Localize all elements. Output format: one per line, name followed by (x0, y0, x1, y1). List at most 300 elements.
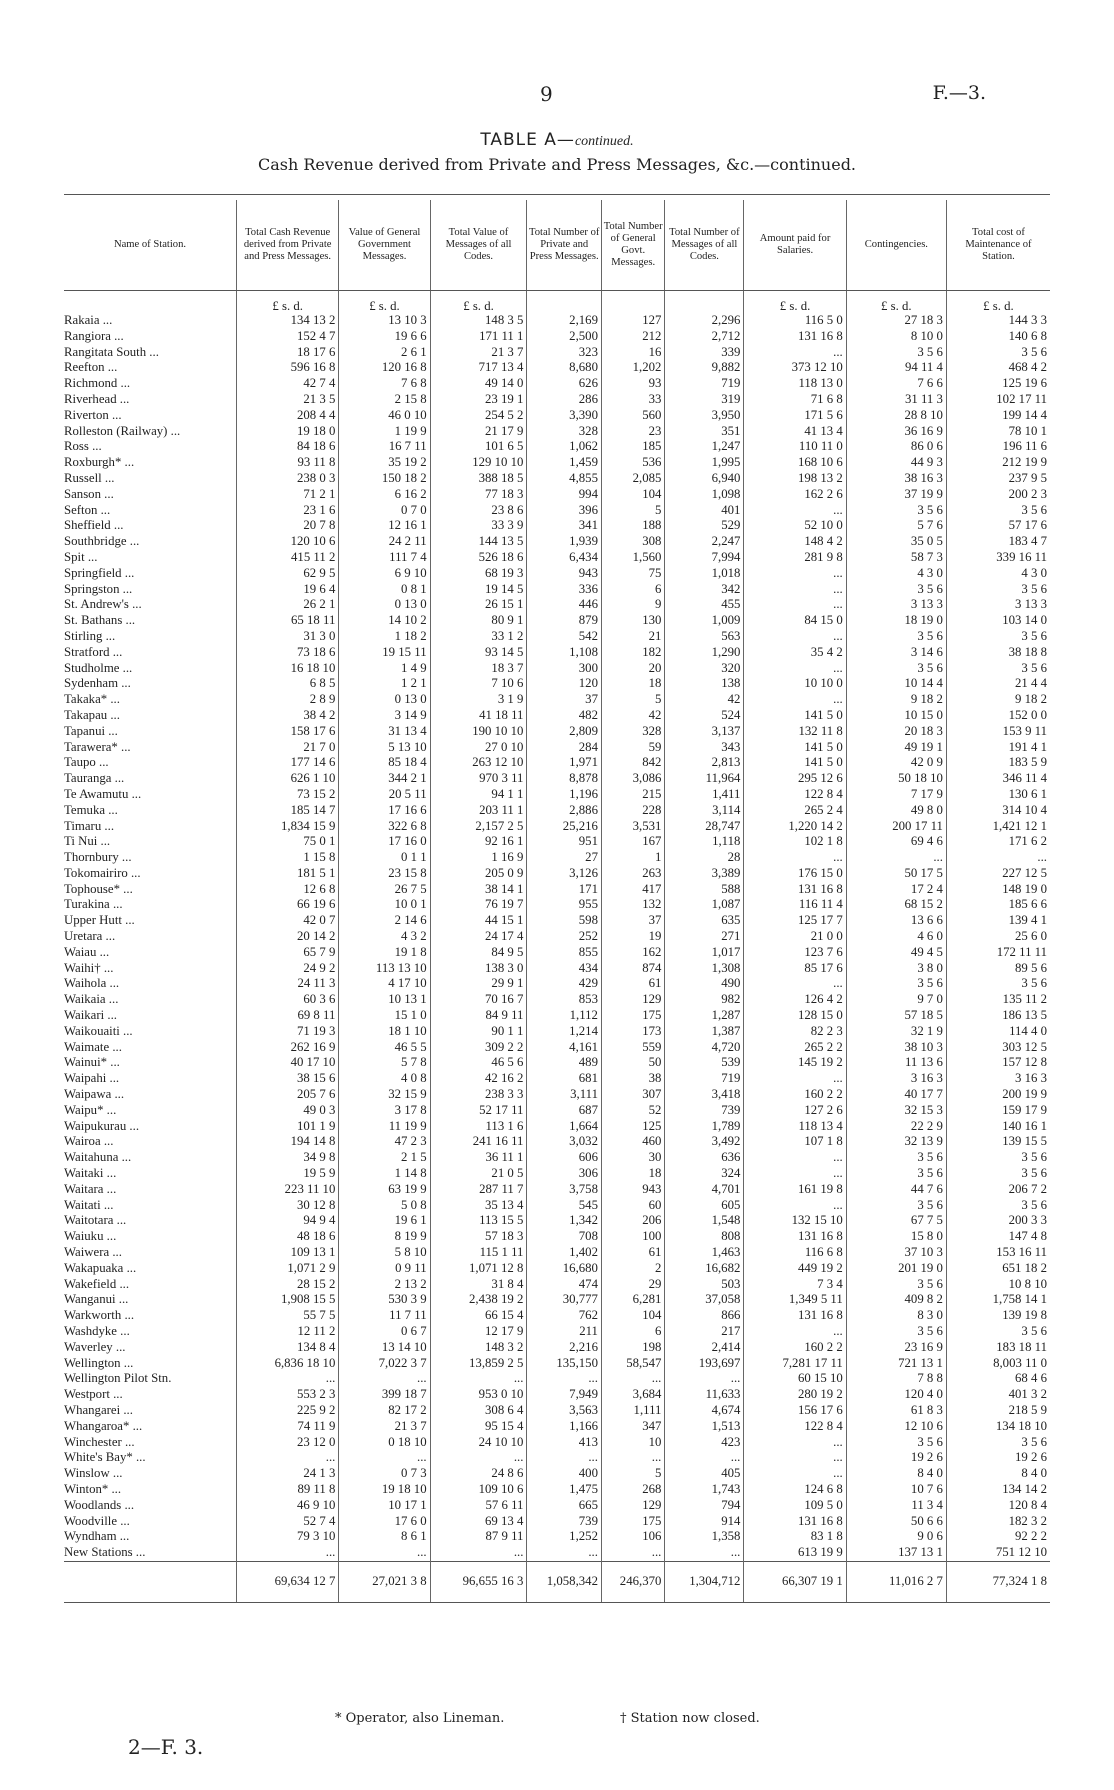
table-cell: 1 2 1 (339, 676, 430, 692)
table-cell: 65 7 9 (236, 945, 338, 961)
table-cell: 300 (527, 661, 602, 677)
table-cell: 2 (601, 1261, 664, 1277)
station-name: Westport ... (64, 1387, 123, 1402)
table-row (64, 1134, 1050, 1150)
table-cell: 955 (527, 897, 602, 913)
station-name: Waihola ... (64, 976, 120, 991)
table-cell: 10 7 6 (846, 1482, 946, 1498)
table-row (64, 1308, 1050, 1324)
table-cell: 227 12 5 (946, 866, 1050, 882)
table-cell: 1,513 (665, 1419, 744, 1435)
table-cell: 129 10 10 (430, 455, 527, 471)
table-cell: 21 7 0 (236, 740, 338, 756)
table-row (64, 992, 1050, 1008)
table-cell: 42 (601, 708, 664, 724)
table-cell: 1,459 (527, 455, 602, 471)
table-cell: 3,492 (665, 1134, 744, 1150)
table-cell: 131 16 8 (744, 882, 846, 898)
table-cell: 40 17 7 (846, 1087, 946, 1103)
table-cell: 135,150 (527, 1356, 602, 1372)
table-cell: 1,402 (527, 1245, 602, 1261)
table-cell: 19 6 4 (236, 582, 338, 598)
table-cell: 33 1 2 (430, 629, 527, 645)
table-cell: 0 7 0 (339, 503, 430, 519)
header-cash-revenue: Total Cash Revenue derived from Private and Press Messages. (236, 200, 338, 291)
table-cell: 252 (527, 929, 602, 945)
table-cell: 346 11 4 (946, 771, 1050, 787)
table-cell: 5 7 8 (339, 1055, 430, 1071)
table-cell: 131 16 8 (744, 1514, 846, 1530)
units-cell: £ s. d. (236, 291, 338, 314)
table-cell: 66 19 6 (236, 897, 338, 913)
table-cell: 3,111 (527, 1087, 602, 1103)
table-row (64, 882, 1050, 898)
table-cell: 6,434 (527, 550, 602, 566)
station-name: Waiau ... (64, 944, 110, 959)
table-cell: 1,062 (527, 439, 602, 455)
table-cell: 19 14 5 (430, 582, 527, 598)
table-cell: 3 5 6 (846, 661, 946, 677)
table-cell: 446 (527, 597, 602, 613)
table-cell: 37 19 9 (846, 487, 946, 503)
table-cell: 35 0 5 (846, 534, 946, 550)
table-cell: 21 3 5 (236, 392, 338, 408)
table-cell: 148 4 2 (744, 534, 846, 550)
table-cell: 400 (527, 1466, 602, 1482)
table-cell: ... (744, 1071, 846, 1087)
table-cell: 217 (665, 1324, 744, 1340)
station-name: Waitaki ... (64, 1166, 117, 1181)
table-cell: 307 (601, 1087, 664, 1103)
table-cell: 21 4 4 (946, 676, 1050, 692)
table-cell: 124 6 8 (744, 1482, 846, 1498)
table-cell: 85 17 6 (744, 961, 846, 977)
table-cell: 58,547 (601, 1356, 664, 1372)
station-name: Sheffield ... (64, 518, 124, 533)
table-row (64, 1482, 1050, 1498)
table-cell: 409 8 2 (846, 1292, 946, 1308)
table-cell: 3 17 8 (339, 1103, 430, 1119)
table-cell: 8 4 0 (946, 1466, 1050, 1482)
table-cell: 3 5 6 (946, 1324, 1050, 1340)
table-cell: 131 16 8 (744, 1308, 846, 1324)
table-row (64, 1435, 1050, 1451)
table-body (64, 291, 1050, 1562)
table-cell: ... (236, 1545, 338, 1561)
table-cell: 943 (601, 1182, 664, 1198)
table-cell: 1 14 8 (339, 1166, 430, 1182)
table-cell: 41 13 4 (744, 424, 846, 440)
table-cell: 28 (665, 850, 744, 866)
table-row (64, 360, 1050, 376)
table-cell: 1,349 5 11 (744, 1292, 846, 1308)
table-row (64, 1198, 1050, 1214)
table-cell: ... (744, 582, 846, 598)
table-cell: 92 16 1 (430, 834, 527, 850)
table-row (64, 929, 1050, 945)
table-cell: 399 18 7 (339, 1387, 430, 1403)
table-cell: 200 17 11 (846, 819, 946, 835)
table-cell: ... (744, 566, 846, 582)
table-cell: 328 (601, 724, 664, 740)
table-cell: 171 5 6 (744, 408, 846, 424)
table-cell: 6 16 2 (339, 487, 430, 503)
table-cell: 49 14 0 (430, 376, 527, 392)
table-cell: 1,252 (527, 1529, 602, 1545)
table-cell: 263 12 10 (430, 755, 527, 771)
table-cell: 100 (601, 1229, 664, 1245)
table-cell: 24 17 4 (430, 929, 527, 945)
table-cell: 4 0 8 (339, 1071, 430, 1087)
table-cell: 153 9 11 (946, 724, 1050, 740)
table-cell: 30,777 (527, 1292, 602, 1308)
table-cell: 7 3 4 (744, 1277, 846, 1293)
table-cell: 76 19 7 (430, 897, 527, 913)
table-cell: 32 15 9 (339, 1087, 430, 1103)
table-cell: 50 (601, 1055, 664, 1071)
table-cell: 138 3 0 (430, 961, 527, 977)
table-row (64, 613, 1050, 629)
table-cell: 3 5 6 (846, 1435, 946, 1451)
table-cell: 1 (601, 850, 664, 866)
units-cell: £ s. d. (744, 291, 846, 314)
table-cell: 328 (527, 424, 602, 440)
table-title-main: TABLE A— (480, 130, 575, 150)
table-cell: 68 15 2 (846, 897, 946, 913)
table-cell: 449 19 2 (744, 1261, 846, 1277)
table-row (64, 376, 1050, 392)
table-cell: 199 14 4 (946, 408, 1050, 424)
table-cell: 19 15 11 (339, 645, 430, 661)
table-cell: 49 19 1 (846, 740, 946, 756)
table-cell: 71 6 8 (744, 392, 846, 408)
station-name: Takapau ... (64, 707, 120, 722)
table-row (64, 582, 1050, 598)
table-cell: 114 4 0 (946, 1024, 1050, 1040)
table-cell: 152 4 7 (236, 329, 338, 345)
table-cell: 215 (601, 787, 664, 803)
table-cell: 23 8 6 (430, 503, 527, 519)
table-cell: 3,950 (665, 408, 744, 424)
table-cell: 4 17 10 (339, 976, 430, 992)
table-cell: 11,633 (665, 1387, 744, 1403)
station-name: White's Bay* ... (64, 1450, 146, 1465)
table-cell: 123 7 6 (744, 945, 846, 961)
table-cell: 66 15 4 (430, 1308, 527, 1324)
station-name: Timaru ... (64, 818, 115, 833)
table-cell: 3,086 (601, 771, 664, 787)
table-cell: 3 14 9 (339, 708, 430, 724)
table-cell: 49 4 5 (846, 945, 946, 961)
table-cell: 212 19 9 (946, 455, 1050, 471)
table-cell: 5 (601, 692, 664, 708)
table-cell: 4 6 0 (846, 929, 946, 945)
table-row (64, 455, 1050, 471)
table-cell: ... (744, 345, 846, 361)
table-cell: 31 13 4 (339, 724, 430, 740)
table-cell: 206 (601, 1213, 664, 1229)
table-cell: 751 12 10 (946, 1545, 1050, 1561)
table-cell: 794 (665, 1498, 744, 1514)
table-cell: 0 13 0 (339, 597, 430, 613)
table-cell: 33 (601, 392, 664, 408)
table-cell: 52 7 4 (236, 1514, 338, 1530)
table-cell: 5 13 10 (339, 740, 430, 756)
table-cell: 9 18 2 (846, 692, 946, 708)
table-cell: 951 (527, 834, 602, 850)
table-cell: 13 6 6 (846, 913, 946, 929)
table-cell: 2,438 19 2 (430, 1292, 527, 1308)
units-cell (665, 291, 744, 314)
table-cell: 148 3 5 (430, 313, 527, 329)
table-cell: 23 (601, 424, 664, 440)
table-cell: 125 (601, 1119, 664, 1135)
table-cell: 144 13 5 (430, 534, 527, 550)
table-cell: 26 15 1 (430, 597, 527, 613)
table-cell: 46 5 6 (430, 1055, 527, 1071)
table-cell: ... (744, 976, 846, 992)
table-cell: 140 6 8 (946, 329, 1050, 345)
table-cell: 415 11 2 (236, 550, 338, 566)
station-name: Temuka ... (64, 802, 118, 817)
table-cell: 73 15 2 (236, 787, 338, 803)
table-cell: 953 0 10 (430, 1387, 527, 1403)
table-row (64, 1387, 1050, 1403)
table-cell: 24 8 6 (430, 1466, 527, 1482)
table-cell: 5 (601, 1466, 664, 1482)
table-cell: 21 3 7 (430, 345, 527, 361)
table-cell: 262 16 9 (236, 1040, 338, 1056)
table-cell: 2,216 (527, 1340, 602, 1356)
table-cell: 17 2 4 (846, 882, 946, 898)
table-cell: 201 19 0 (846, 1261, 946, 1277)
table-cell: 1,220 14 2 (744, 819, 846, 835)
table-cell: 3,390 (527, 408, 602, 424)
units-cell: £ s. d. (946, 291, 1050, 314)
table-cell: 57 18 5 (846, 1008, 946, 1024)
table-cell: 319 (665, 392, 744, 408)
table-cell: 280 19 2 (744, 1387, 846, 1403)
table-cell: 429 (527, 976, 602, 992)
table-cell: 489 (527, 1055, 602, 1071)
table-cell: 3 16 3 (846, 1071, 946, 1087)
table-cell: 1 19 9 (339, 424, 430, 440)
table-cell: 21 (601, 629, 664, 645)
table-cell: 120 8 4 (946, 1498, 1050, 1514)
table-cell: 115 1 11 (430, 1245, 527, 1261)
table-cell: 7 10 6 (430, 676, 527, 692)
table-cell: 20 18 3 (846, 724, 946, 740)
table-cell: 110 11 0 (744, 439, 846, 455)
table-cell: 144 3 3 (946, 313, 1050, 329)
table-cell: 37 (601, 913, 664, 929)
table-cell: 104 (601, 487, 664, 503)
table-cell: 38 (601, 1071, 664, 1087)
table-cell: 10 0 1 (339, 897, 430, 913)
table-cell: 26 2 1 (236, 597, 338, 613)
table-cell: 254 5 2 (430, 408, 527, 424)
table-cell: 24 2 11 (339, 534, 430, 550)
table-cell: 1,112 (527, 1008, 602, 1024)
table-row (64, 1498, 1050, 1514)
table-cell: 127 2 6 (744, 1103, 846, 1119)
table-cell: 139 15 5 (946, 1134, 1050, 1150)
table-cell: 74 11 9 (236, 1419, 338, 1435)
page-number: 9 (540, 82, 553, 106)
station-name: Rolleston (Railway) ... (64, 423, 181, 438)
table-row (64, 408, 1050, 424)
table-cell: 225 9 2 (236, 1403, 338, 1419)
table-cell: 60 15 10 (744, 1371, 846, 1387)
table-cell: 84 9 5 (430, 945, 527, 961)
table-cell: 351 (665, 424, 744, 440)
table-cell: 401 3 2 (946, 1387, 1050, 1403)
table-cell: 529 (665, 518, 744, 534)
table-row (64, 1087, 1050, 1103)
table-cell: 606 (527, 1150, 602, 1166)
station-name: Waikaia ... (64, 992, 119, 1007)
total-cell (64, 1561, 236, 1602)
table-cell: 1 18 2 (339, 629, 430, 645)
table-row (64, 913, 1050, 929)
table-cell: 417 (601, 882, 664, 898)
table-cell: 194 14 8 (236, 1134, 338, 1150)
table-cell: 6,836 18 10 (236, 1356, 338, 1372)
table-cell: 281 9 8 (744, 550, 846, 566)
table-cell: 101 6 5 (430, 439, 527, 455)
station-name: Russell ... (64, 470, 115, 485)
table-cell: 69 13 4 (430, 1514, 527, 1530)
table-row (64, 1466, 1050, 1482)
table-cell: 138 (665, 676, 744, 692)
table-cell: 67 7 5 (846, 1213, 946, 1229)
table-cell: 1 15 8 (236, 850, 338, 866)
table-cell: 3 5 6 (846, 345, 946, 361)
table-cell: 18 (601, 1166, 664, 1182)
table-cell: 134 18 10 (946, 1419, 1050, 1435)
top-rule (64, 194, 1050, 195)
table-cell: 62 9 5 (236, 566, 338, 582)
table-cell: 11 19 9 (339, 1119, 430, 1135)
station-name: Sefton ... (64, 502, 111, 517)
table-cell: 284 (527, 740, 602, 756)
total-cell: 1,058,342 (527, 1561, 602, 1602)
footnote-closed: † Station now closed. (620, 1711, 760, 1726)
table-cell: 87 9 11 (430, 1529, 527, 1545)
table-cell: 113 13 10 (339, 961, 430, 977)
table-cell: 38 16 3 (846, 471, 946, 487)
table-cell: 40 17 10 (236, 1055, 338, 1071)
table-cell: 162 2 6 (744, 487, 846, 503)
table-cell: 914 (665, 1514, 744, 1530)
station-name: Wakefield ... (64, 1276, 130, 1291)
table-cell: 132 15 10 (744, 1213, 846, 1229)
table-cell: 536 (601, 455, 664, 471)
table-cell: 118 13 0 (744, 376, 846, 392)
table-cell: 19 18 0 (236, 424, 338, 440)
table-cell: 1,664 (527, 1119, 602, 1135)
table-cell: 12 6 8 (236, 882, 338, 898)
table-cell: 130 6 1 (946, 787, 1050, 803)
table-cell: 61 (601, 1245, 664, 1261)
table-cell: 156 17 6 (744, 1403, 846, 1419)
table-cell: 10 14 4 (846, 676, 946, 692)
table-cell: 69 4 6 (846, 834, 946, 850)
station-name: Thornbury ... (64, 850, 132, 865)
table-cell: 160 2 2 (744, 1087, 846, 1103)
table-cell: 24 11 3 (236, 976, 338, 992)
table-cell: 3,531 (601, 819, 664, 835)
table-cell: 2 8 9 (236, 692, 338, 708)
table-cell: 1,108 (527, 645, 602, 661)
table-cell: 59 (601, 740, 664, 756)
table-cell: 3 5 6 (846, 582, 946, 598)
table-cell: 2,296 (665, 313, 744, 329)
table-cell: 271 (665, 929, 744, 945)
table-row (64, 329, 1050, 345)
station-name: Waitara ... (64, 1181, 117, 1196)
table-cell: 0 8 1 (339, 582, 430, 598)
table-cell: 1,196 (527, 787, 602, 803)
table-cell: 140 16 1 (946, 1119, 1050, 1135)
table-cell: 553 2 3 (236, 1387, 338, 1403)
table-cell: 3 5 6 (946, 1435, 1050, 1451)
table-row (64, 897, 1050, 913)
table-cell: ... (665, 1371, 744, 1387)
table-cell: 181 5 1 (236, 866, 338, 882)
table-cell: 44 15 1 (430, 913, 527, 929)
table-cell: 158 17 6 (236, 724, 338, 740)
table-cell: 605 (665, 1198, 744, 1214)
table-cell: 118 13 4 (744, 1119, 846, 1135)
station-name: Waimate ... (64, 1039, 122, 1054)
table-cell: 237 9 5 (946, 471, 1050, 487)
units-cell (64, 291, 236, 314)
table-cell: 3,032 (527, 1134, 602, 1150)
table-cell: 185 14 7 (236, 803, 338, 819)
table-cell: 148 19 0 (946, 882, 1050, 898)
table-cell: 238 3 3 (430, 1087, 527, 1103)
table-cell: 34 9 8 (236, 1150, 338, 1166)
table-cell: 423 (665, 1435, 744, 1451)
table-cell: 17 6 0 (339, 1514, 430, 1530)
table-cell: 196 11 6 (946, 439, 1050, 455)
table-cell: 223 11 10 (236, 1182, 338, 1198)
table-cell: 134 13 2 (236, 313, 338, 329)
table-cell: 31 11 3 (846, 392, 946, 408)
table-cell: 60 3 6 (236, 992, 338, 1008)
table-cell: 8 19 9 (339, 1229, 430, 1245)
table-cell: 198 13 2 (744, 471, 846, 487)
table-cell: 82 17 2 (339, 1403, 430, 1419)
table-cell: 24 9 2 (236, 961, 338, 977)
table-cell: 175 (601, 1008, 664, 1024)
table-row (64, 439, 1050, 455)
station-name: Waihi† ... (64, 960, 114, 975)
table-cell: 200 3 3 (946, 1213, 1050, 1229)
table-cell: 3,126 (527, 866, 602, 882)
station-name: Washdyke ... (64, 1324, 130, 1338)
table-cell: 7 6 6 (846, 376, 946, 392)
table-cell: 14 10 2 (339, 613, 430, 629)
table-cell: 343 (665, 740, 744, 756)
table-cell: 1,111 (601, 1403, 664, 1419)
table-cell: 3 13 3 (846, 597, 946, 613)
header-contingencies: Contingencies. (846, 200, 946, 291)
table-cell: 206 7 2 (946, 1182, 1050, 1198)
table-cell: 46 5 5 (339, 1040, 430, 1056)
total-cell: 246,370 (601, 1561, 664, 1602)
